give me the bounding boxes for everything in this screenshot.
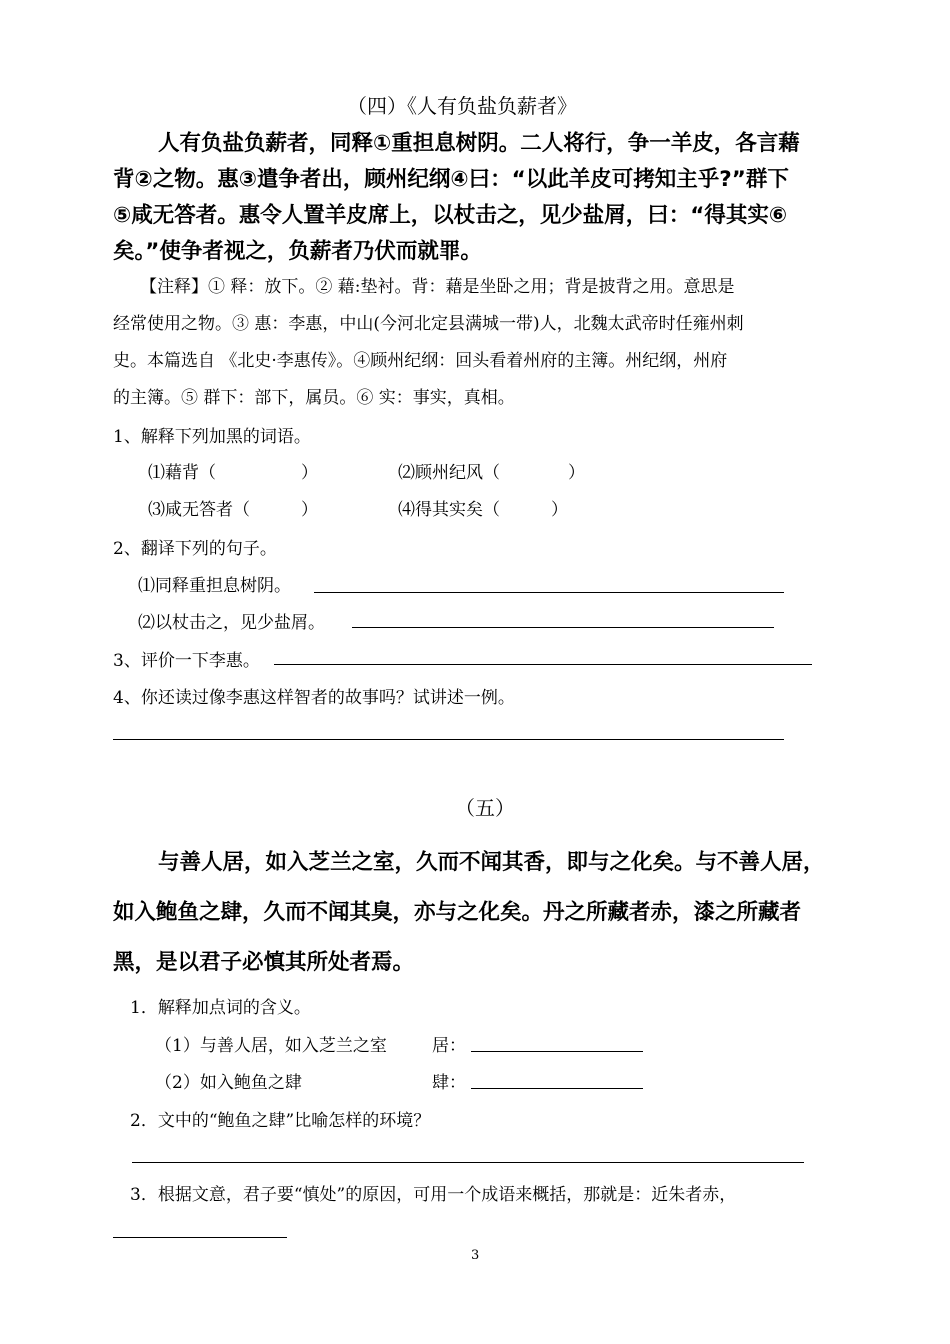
section4-passage-line-1: 人有负盐负薪者，同释①重担息树阴。二人将行，争一羊皮，各言藉 <box>158 131 800 156</box>
section4-q1-item-4: ⑷得其实矣（ ） <box>398 500 568 520</box>
section4-question-3: 3、评价一下李惠。 <box>113 651 260 671</box>
section5-q3-answer-line[interactable] <box>113 1237 287 1238</box>
section5-passage-line-2: 如入鲍鱼之肆，久而不闻其臭，亦与之化矣。丹之所藏者赤，漆之所藏者 <box>113 900 802 925</box>
section5-q1-item-1-sentence: （1）与善人居，如入芝兰之室 <box>155 1036 387 1056</box>
section4-passage-line-2: 背②之物。惠③遣争者出，顾州纪纲④曰：“以此羊皮可拷知主乎?”群下 <box>113 167 789 192</box>
section4-notes-line-2: 经常使用之物。③ 惠：李惠，中山(今河北定县满城一带)人，北魏太武帝时任雍州刺 <box>113 314 744 334</box>
section4-passage-line-4: 矣。”使争者视之，负薪者乃伏而就罪。 <box>113 239 482 264</box>
section4-q1-item-3: ⑶咸无答者（ ） <box>148 500 318 520</box>
section5-passage-line-1: 与善人居，如入芝兰之室，久而不闻其香，即与之化矣。与不善人居， <box>158 850 825 875</box>
section5-title: （五） <box>455 796 515 820</box>
section4-notes-line-3: 史。本篇选自 《北史·李惠传》。④顾州纪纲：回头看着州府的主簿。州纪纲，州府 <box>113 351 728 371</box>
section5-q1-item-2-sentence: （2）如入鲍鱼之肆 <box>155 1073 302 1093</box>
section4-title: （四）《人有负盐负薪者》 <box>347 94 577 118</box>
q4-answer-line[interactable] <box>113 739 784 740</box>
section5-q2-answer-line[interactable] <box>132 1162 804 1163</box>
section5-q1-item-2-answer-line[interactable] <box>471 1088 643 1089</box>
section4-notes-line-4: 的主簿。⑤ 群下：部下，属员。⑥ 实：事实，真相。 <box>113 388 515 408</box>
section4-passage-line-3: ⑤咸无答者。惠令人置羊皮席上，以杖击之，见少盐屑，曰：“得其实⑥ <box>113 203 788 228</box>
section5-question-3: 3．根据文意，君子要“慎处”的原因，可用一个成语来概括，那就是：近朱者赤， <box>130 1185 737 1205</box>
section5-q1-item-1-answer-line[interactable] <box>471 1051 643 1052</box>
q2-item-1-answer-line[interactable] <box>314 592 784 593</box>
section4-q2-item-1: ⑴同释重担息树阴。 <box>138 576 291 596</box>
section4-question-4: 4、你还读过像李惠这样智者的故事吗？试讲述一例。 <box>113 688 515 708</box>
section5-question-1: 1．解释加点词的含义。 <box>130 998 311 1018</box>
section4-q2-item-2: ⑵以杖击之，见少盐屑。 <box>138 613 325 633</box>
section5-passage-line-3: 黑，是以君子必慎其所处者焉。 <box>113 950 415 975</box>
section4-q1-item-2: ⑵顾州纪风（ ） <box>398 463 585 483</box>
section5-q1-item-1-word: 居： <box>432 1036 466 1056</box>
q2-item-2-answer-line[interactable] <box>352 627 774 628</box>
section4-notes-line-1: 【注释】① 释：放下。② 藉:垫衬。背：藉是坐卧之用；背是披背之用。意思是 <box>140 277 735 297</box>
section5-q1-item-2-word: 肆： <box>432 1073 466 1093</box>
section4-question-2: 2、翻译下列的句子。 <box>113 539 277 559</box>
section4-q1-item-1: ⑴藉背（ ） <box>148 463 318 483</box>
section5-question-2: 2．文中的“鲍鱼之肆”比喻怎样的环境？ <box>130 1111 431 1131</box>
section4-question-1: 1、解释下列加黑的词语。 <box>113 427 311 447</box>
q3-answer-line[interactable] <box>274 664 812 665</box>
page-number: 3 <box>471 1248 480 1263</box>
